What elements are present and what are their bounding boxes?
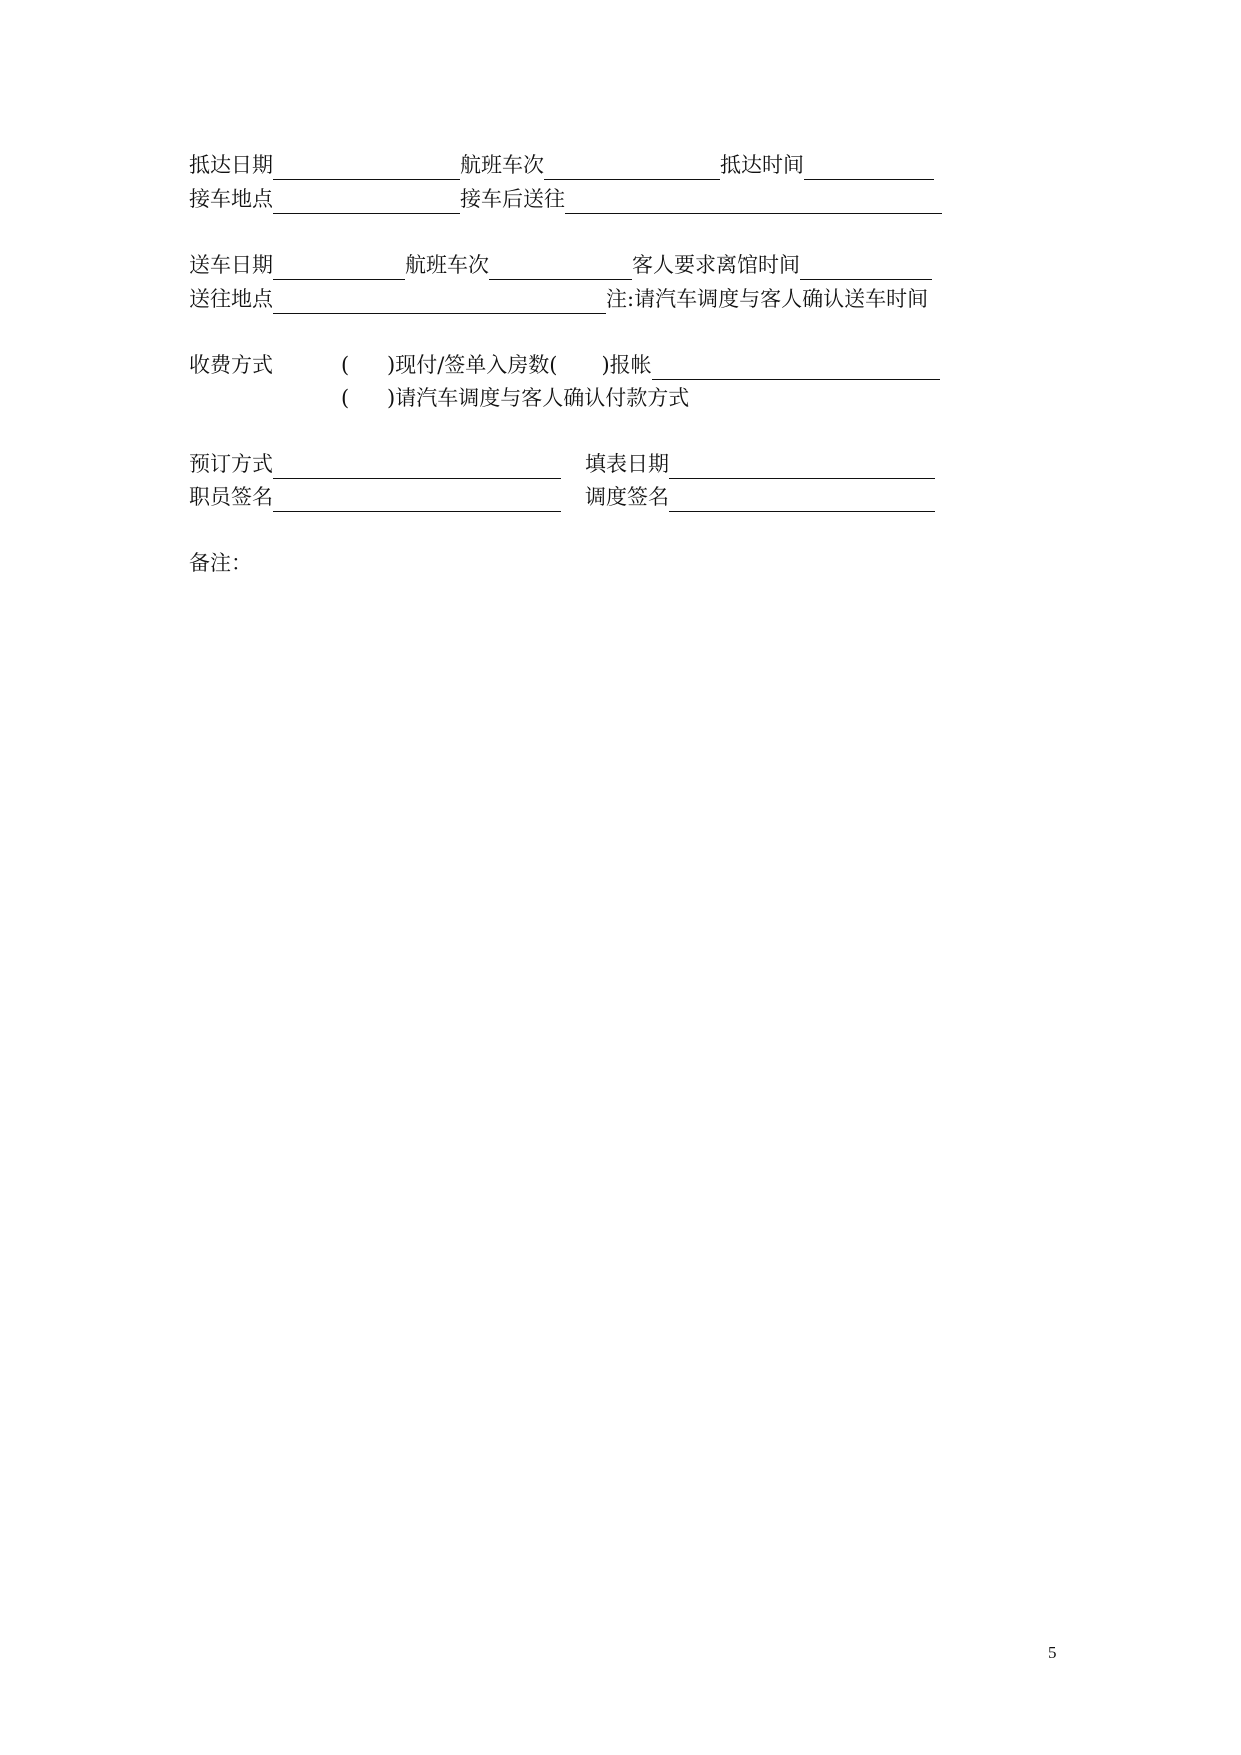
payment-option2-label: )报帐	[601, 353, 652, 377]
arrival-row-2	[189, 184, 942, 214]
arrival-flight-label: 航班车次	[460, 153, 544, 177]
payment-row-2	[189, 383, 689, 413]
fill-date-label: 填表日期	[585, 452, 669, 476]
departure-date-field[interactable]	[273, 258, 405, 280]
departure-row-1	[189, 250, 932, 280]
dispatch-sign-field[interactable]	[669, 490, 935, 512]
arrival-time-label: 抵达时间	[720, 153, 804, 177]
payment-indent	[189, 410, 341, 413]
remarks-row	[189, 548, 252, 578]
pickup-place-label: 接车地点	[189, 187, 273, 211]
booking-row-1	[189, 449, 935, 479]
arrival-date-field[interactable]	[273, 158, 460, 180]
payment-option2-checkbox[interactable]	[557, 377, 601, 380]
booking-method-label: 预订方式	[189, 452, 273, 476]
pickup-place-field[interactable]	[273, 192, 460, 214]
remarks-label: 备注：	[189, 551, 252, 575]
dispatch-note: 注:请汽车调度与客人确认送车时间	[606, 287, 929, 311]
page-number: 5	[1048, 1643, 1057, 1662]
departure-flight-field[interactable]	[489, 258, 632, 280]
booking-row-2	[189, 482, 935, 512]
checkout-time-label: 客人要求离馆时间	[632, 253, 800, 277]
departure-row-2	[189, 284, 928, 314]
arrival-time-field[interactable]	[804, 158, 934, 180]
payment-method-label: 收费方式	[189, 353, 273, 377]
payment-account-field[interactable]	[652, 358, 940, 380]
staff-sign-label: 职员签名	[189, 485, 273, 509]
payment-option1-checkbox[interactable]: (	[341, 353, 350, 377]
dispatch-sign-label: 调度签名	[585, 485, 669, 509]
arrival-date-label: 抵达日期	[189, 153, 273, 177]
dropoff-place-field[interactable]	[273, 292, 606, 314]
staff-sign-field[interactable]	[273, 490, 561, 512]
dropoff-place-label: 送往地点	[189, 287, 273, 311]
checkout-time-field[interactable]	[800, 258, 932, 280]
pickup-destination-label: 接车后送往	[460, 187, 565, 211]
departure-date-label: 送车日期	[189, 253, 273, 277]
payment-option3-checkbox[interactable]: (	[341, 386, 350, 410]
arrival-row-1	[189, 150, 934, 180]
fill-date-field[interactable]	[669, 457, 935, 479]
payment-option3-label: )请汽车调度与客人确认付款方式	[387, 386, 690, 410]
booking-gap	[561, 476, 585, 479]
signature-gap	[561, 509, 585, 512]
pickup-destination-field[interactable]	[565, 192, 942, 214]
arrival-flight-field[interactable]	[544, 158, 720, 180]
departure-flight-label: 航班车次	[405, 253, 489, 277]
payment-row-1	[189, 350, 940, 380]
payment-option1-label: )现付/签单入房数(	[387, 353, 558, 377]
booking-method-field[interactable]	[273, 457, 561, 479]
